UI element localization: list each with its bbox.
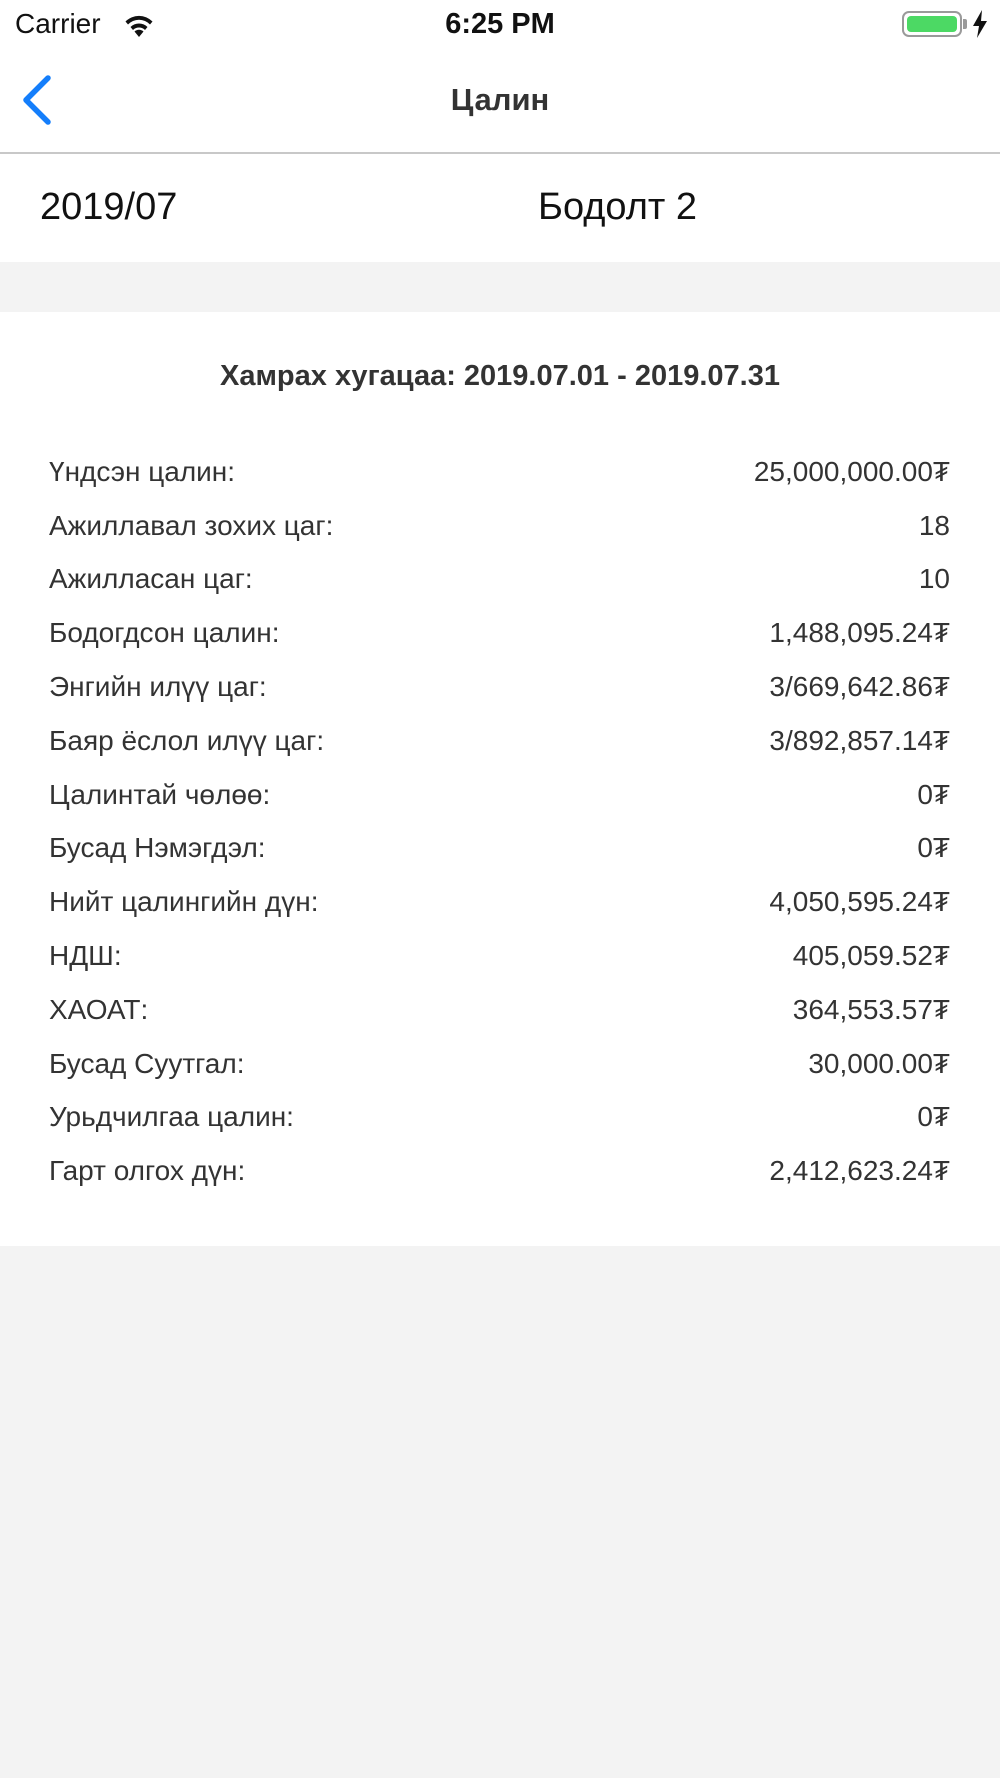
salary-row (49, 445, 950, 499)
salary-row-label: Цалинтай чөлөө: (49, 778, 271, 810)
salary-rows-list (49, 445, 950, 1198)
salary-row-label: Бодогдсон цалин: (49, 617, 280, 649)
salary-row-value: 405,059.52₮ (792, 940, 950, 972)
salary-row-value: 10 (918, 563, 950, 595)
salary-row-label: Гарт олгох дүн: (49, 1155, 246, 1187)
status-time: 6:25 PM (445, 8, 555, 40)
salary-row (49, 606, 950, 660)
battery-icon (902, 11, 962, 37)
salary-row (49, 660, 950, 714)
salary-row (49, 714, 950, 768)
calculation-run[interactable]: Бодолт 2 (538, 186, 697, 228)
salary-row-label: Ажилласан цаг: (49, 563, 253, 595)
salary-row (49, 1091, 950, 1145)
salary-row (49, 875, 950, 929)
salary-row-label: Бусад Нэмэгдэл: (49, 832, 266, 864)
carrier-label: Carrier (15, 8, 101, 39)
status-bar (0, 0, 1000, 52)
salary-row (49, 768, 950, 822)
navigation-bar (0, 52, 1000, 154)
salary-row-value: 0₮ (917, 778, 950, 810)
salary-row (49, 929, 950, 983)
charging-bolt-icon (970, 9, 990, 39)
period-date[interactable]: 2019/07 (40, 186, 178, 228)
salary-row (49, 983, 950, 1037)
page-title: Цалин (450, 82, 550, 117)
salary-row-value: 30,000.00₮ (808, 1047, 950, 1079)
salary-row-label: Энгийн илүү цаг: (49, 671, 267, 703)
salary-row (49, 553, 950, 607)
salary-row-value: 364,553.57₮ (792, 993, 950, 1025)
battery-nub (963, 19, 967, 29)
salary-row-label: Бусад Суутгал: (49, 1047, 245, 1079)
salary-row-label: Ажиллавал зохих цаг: (49, 509, 334, 541)
salary-row (49, 1037, 950, 1091)
period-header (0, 154, 1000, 262)
coverage-period-title: Хамрах хугацаа: 2019.07.01 - 2019.07.31 (220, 360, 780, 392)
salary-row-label: Үндсэн цалин: (49, 455, 236, 487)
salary-row (49, 822, 950, 876)
battery-level-fill (907, 16, 957, 32)
salary-row-value: 4,050,595.24₮ (769, 886, 950, 918)
salary-row-value: 2,412,623.24₮ (769, 1155, 950, 1187)
salary-row-label: ХАОАТ: (49, 993, 149, 1025)
salary-summary-card (0, 312, 1000, 1246)
salary-row-value: 3/669,642.86₮ (769, 671, 950, 703)
salary-row-value: 3/892,857.14₮ (769, 724, 950, 756)
salary-row-value: 25,000,000.00₮ (753, 455, 950, 487)
salary-row-value: 1,488,095.24₮ (769, 617, 950, 649)
salary-row-value: 18 (918, 509, 950, 541)
salary-row (49, 499, 950, 553)
salary-row-label: НДШ: (49, 940, 122, 972)
salary-row (49, 1144, 950, 1198)
salary-row-label: Урьдчилгаа цалин: (49, 1101, 294, 1133)
salary-row-label: Нийт цалингийн дүн: (49, 886, 319, 918)
salary-row-value: 0₮ (917, 1101, 950, 1133)
salary-row-label: Баяр ёслол илүү цаг: (49, 724, 325, 756)
salary-row-value: 0₮ (917, 832, 950, 864)
